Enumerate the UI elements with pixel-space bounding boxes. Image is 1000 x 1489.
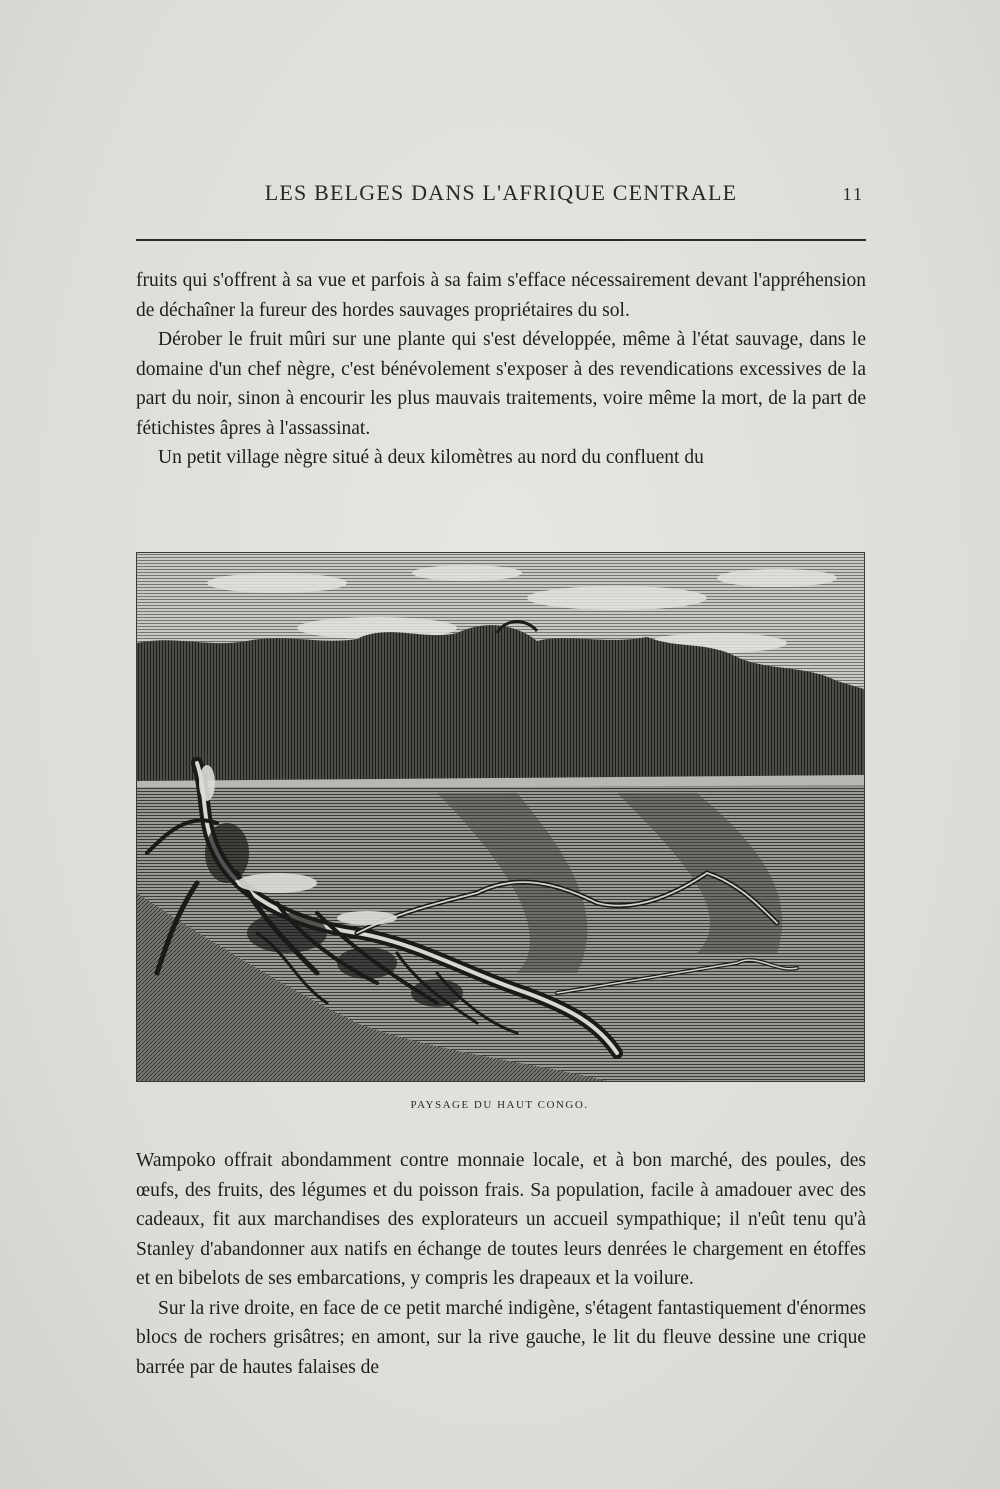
text-block-bottom [136,1146,866,1382]
header-rule [136,239,866,241]
paragraph: Dérober le fruit mûri sur une plante qui s'est développée, même à l'état sauvage, dans le domaine d'un chef nègre, c'est bénévolement s'exposer à des revendications excessives de la part du noir, sinon à encourir les plus mauvais traitements, voire même la mort, de la part de fétichistes âpres à l'assassinat. [136,329,866,439]
paragraph: Sur la rive droite, en face de ce petit marché indigène, s'étagent fantastiquement d'énormes blocs de rochers grisâtres; en amont, sur la rive gauche, le lit du fleuve dessine une crique barrée par de hautes falaises de [136,1297,866,1378]
text-block-top [136,266,866,473]
page-header [136,180,866,216]
running-title: LES BELGES DANS L'AFRIQUE CENTRALE [264,180,738,205]
figure-caption: PAYSAGE DU HAUT CONGO. [410,1099,589,1111]
paragraph: Un petit village nègre situé à deux kilomètres au nord du confluent du [158,447,704,468]
engraving-illustration [136,552,865,1082]
river-landscape-engraving [137,553,864,1081]
page-number: 11 [842,184,864,204]
paragraph: fruits qui s'offrent à sa vue et parfois à sa faim s'efface nécessairement devant l'appréhension de déchaîner la fureur des hordes sauvages propriétaires du sol. [136,270,866,321]
paragraph: Wampoko offrait abondamment contre monnaie locale, et à bon marché, des poules, des œufs, des fruits, des légumes et du poisson frais. Sa population, facile à amadouer avec des cadeaux, fit aux marchandises des explorateurs un accueil sympathique; il n'eût tenu qu'à Stanley d'abandonner aux natifs en échange de toutes leurs denrées le chargement en étoffes et en bibelots de ses embarcations, y compris les drapeaux et la voilure. [136,1150,866,1289]
